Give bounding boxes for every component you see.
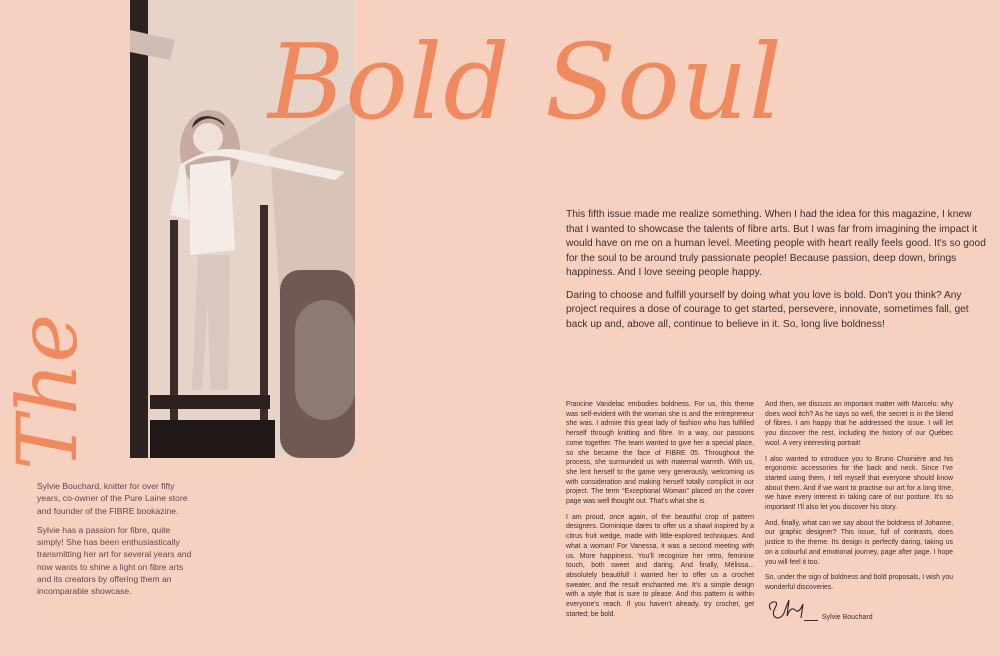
intro-paragraph: This fifth issue made me realize something. When I had the idea for this magazine, I knew that I wanted to showcase the talents of fibre arts. But I was far from imagining the impact it would have on me on a human level. Meeting people with heart really feels good. It's so good for the soul to be around truly passionate people! Because passion, deep down, brings happiness. And I love seeing people happy. xyxy=(566,209,986,278)
body-paragraph: And then, we discuss an important matter with Marcelo: why does wool itch? As he says so well, the secret is in the blend of fibres. I am happy that he addressed the issue. I will let you discover the rest, including the history of our Québec wool. A very interesting portrait! xyxy=(765,401,953,447)
intro-paragraph: Daring to choose and fulfill yourself by doing what you love is bold. Don't you think? Any project requires a dose of courage to get started, persevere, innovate, sometimes fall, get back up and, above all, continue to believe in it. So, long live boldness! xyxy=(566,289,969,330)
body-paragraph: I also wanted to introduce you to Bruno Choinière and his ergonomic accessories for the back and neck. Since I've started using them, I tell myself that everyone should know about them. And if we want to practise our art for a long time, we have every interest in taking care of our posture. It's so important! I'll also let you discover his story. xyxy=(765,455,953,512)
bio-paragraph: Sylvie has a passion for fibre, quite simply! She has been enthusiastically transmitting her art for several years and now wants to shine a light on fibre arts and its creators by offering them an incomparable showcase. xyxy=(37,524,192,597)
body-paragraph: And, finally, what can we say about the boldness of Johanne, our graphic designer? This issue, full of contrasts, does justice to the theme. Its design is perfectly daring, taking us on a colourful and emotional journey, page after page. I hope you will feel it too. xyxy=(765,519,953,566)
handwritten-signature xyxy=(765,596,815,622)
body-paragraph: I am proud, once again, of the beautiful crop of pattern designers. Dominique dares to offer us a shawl inspired by a citrus fruit wedge, made with little-explored techniques. And what a woman! For Vanessa, it was a second meeting with us. More happiness. You'll recognize her retro, feminine touch, both sweet and daring. And finally, Mélissa... absolutely beautiful! I wanted her to offer us a crochet sweater, and the result enchanted me. It's a simple design with a style that is sure to please. And this pattern is within everyone's reach. If you haven't already, try crochet, get started; be bold. xyxy=(566,513,754,618)
title-bold-soul: Bold Soul xyxy=(268,21,784,143)
body-paragraph: Francine Vandelac embodies boldness. For us, this theme was self-evident with the woman she is and the entrepreneur she was. I admire this great lady of fashion who has fulfilled herself through knitting and fibre. In a way, our passions come together. The team wanted to give her a special place, so she became the face of FIBRE 05. Throughout the process, she surrounded us with maternal warmth. With us, she lent herself to the game very generously, welcoming us with consideration and making herself totally complicit in our project. The term “Exceptional Woman” placed on the cover page was well thought out. That's what she is. xyxy=(566,401,754,506)
bio-paragraph: Sylvie Bouchard, knitter for over fifty years, co-owner of the Pure Laine store and founder of the FIBRE bookazine. xyxy=(37,481,188,516)
author-bio xyxy=(37,480,197,605)
intro-text xyxy=(566,208,986,340)
body-column-right xyxy=(765,400,953,599)
body-paragraph: So, under the sign of boldness and bold proposals, I wish you wonderful discoveries. xyxy=(765,574,953,591)
signature-name: Sylvie Bouchard xyxy=(822,614,873,621)
body-column-left xyxy=(566,400,754,625)
title-the: The xyxy=(1,313,96,470)
signature-dash xyxy=(804,620,818,621)
